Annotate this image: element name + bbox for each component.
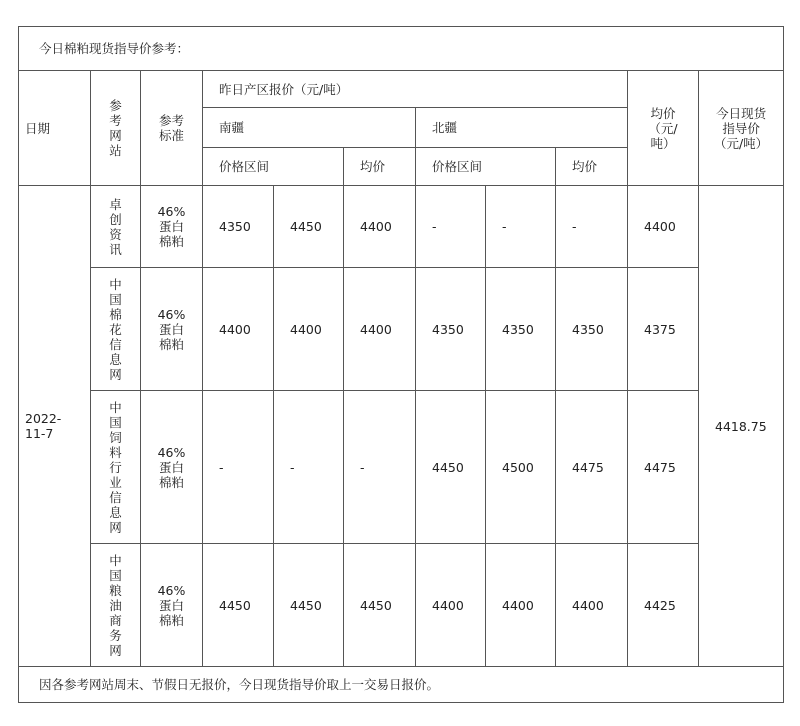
- header-north-avg: 均价: [556, 148, 628, 186]
- south-low: -: [203, 391, 274, 544]
- table-row: [19, 391, 784, 544]
- south-avg: 4450: [344, 544, 416, 667]
- table-row: [19, 544, 784, 667]
- table-title: 今日棉粕现货指导价参考：: [19, 27, 784, 71]
- north-high: 4500: [486, 391, 556, 544]
- south-high: 4450: [274, 186, 344, 268]
- standard-cell: 46%蛋白棉粕: [141, 186, 203, 268]
- south-high: 4450: [274, 544, 344, 667]
- south-high: 4400: [274, 268, 344, 391]
- price-table: [18, 26, 784, 703]
- north-avg: 4475: [556, 391, 628, 544]
- header-date: 日期: [19, 71, 91, 186]
- row-avg: 4400: [628, 186, 699, 268]
- footnote: 因各参考网站周末、节假日无报价，今日现货指导价取上一交易日报价。: [19, 667, 784, 703]
- header-south: 南疆: [203, 108, 416, 148]
- standard-cell: 46%蛋白棉粕: [141, 544, 203, 667]
- north-high: 4400: [486, 544, 556, 667]
- south-high: -: [274, 391, 344, 544]
- header-avg-total: 均价（元/吨）: [628, 71, 699, 186]
- today-price: 4418.75: [699, 186, 784, 667]
- table-row: [19, 186, 784, 268]
- site-cell: 卓创资讯: [91, 186, 141, 268]
- header-site: 参考网站: [91, 71, 141, 186]
- north-low: -: [416, 186, 486, 268]
- site-cell: 中国棉花信息网: [91, 268, 141, 391]
- north-low: 4450: [416, 391, 486, 544]
- north-high: -: [486, 186, 556, 268]
- row-avg: 4425: [628, 544, 699, 667]
- row-avg: 4375: [628, 268, 699, 391]
- header-today: 今日现货指导价（元/吨）: [699, 71, 784, 186]
- date-cell: 2022-11-7: [19, 186, 91, 667]
- south-low: 4400: [203, 268, 274, 391]
- south-low: 4450: [203, 544, 274, 667]
- south-avg: 4400: [344, 186, 416, 268]
- south-avg: -: [344, 391, 416, 544]
- standard-cell: 46%蛋白棉粕: [141, 391, 203, 544]
- north-avg: 4350: [556, 268, 628, 391]
- header-standard: 参考标准: [141, 71, 203, 186]
- header-yesterday: 昨日产区报价（元/吨）: [203, 71, 628, 108]
- standard-cell: 46%蛋白棉粕: [141, 268, 203, 391]
- north-low: 4350: [416, 268, 486, 391]
- north-avg: 4400: [556, 544, 628, 667]
- south-low: 4350: [203, 186, 274, 268]
- north-low: 4400: [416, 544, 486, 667]
- header-south-range: 价格区间: [203, 148, 344, 186]
- header-north: 北疆: [416, 108, 628, 148]
- south-avg: 4400: [344, 268, 416, 391]
- site-cell: 中国粮油商务网: [91, 544, 141, 667]
- row-avg: 4475: [628, 391, 699, 544]
- header-south-avg: 均价: [344, 148, 416, 186]
- north-avg: -: [556, 186, 628, 268]
- table-row: [19, 268, 784, 391]
- site-cell: 中国饲料行业信息网: [91, 391, 141, 544]
- north-high: 4350: [486, 268, 556, 391]
- header-north-range: 价格区间: [416, 148, 556, 186]
